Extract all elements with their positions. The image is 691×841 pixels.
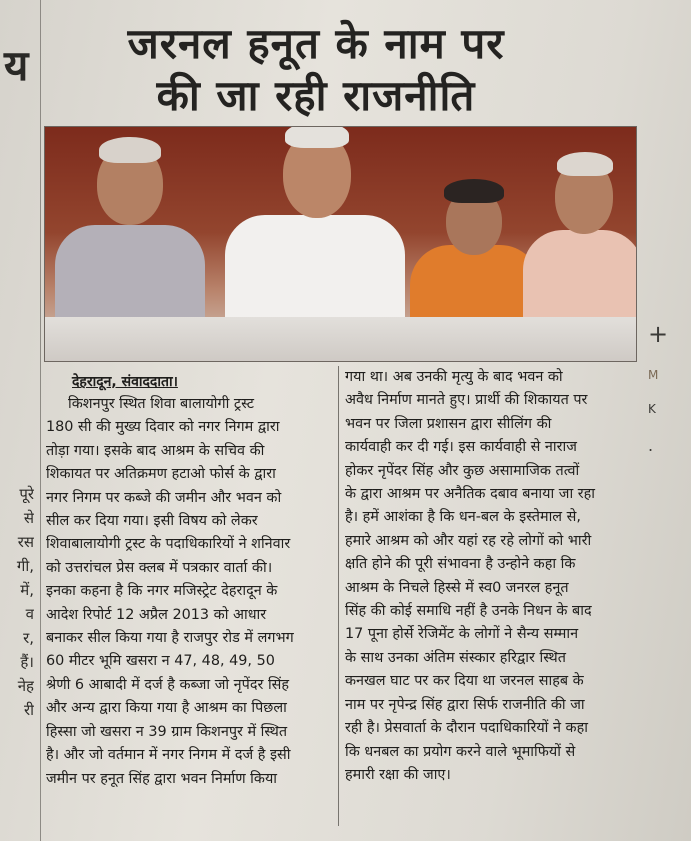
press-conference-photo <box>44 126 637 362</box>
adjacent-text-fragments <box>0 482 34 722</box>
article-column-1 <box>46 393 331 791</box>
article-column-2 <box>345 366 645 787</box>
text-line: को उत्तरांचल प्रेस क्लब में पत्रकार वार्ता की। <box>46 559 273 576</box>
text-line: बनाकर सील किया गया है राजपुर रोड में लगभग <box>46 630 294 647</box>
text-line: इनका कहना है कि नगर मजिस्ट्रेट देहरादून के <box>46 583 278 600</box>
text-line: सिंह की कोई समाधि नहीं है उनके निधन के बाद <box>345 603 592 620</box>
text-line: हमारे आश्रम को और यहां रह रहे लोगों को भारी <box>345 532 592 549</box>
text-line: कार्यवाही कर दी गई। इस कार्यवाही से नाराज <box>345 439 577 456</box>
fragment-line: व <box>25 605 34 623</box>
fragment-line: से <box>23 509 34 527</box>
text-line: 60 मीटर भूमि खसरा न 47, 48, 49, 50 <box>46 653 275 670</box>
text-line: होकर नृपेंदर सिंह और कुछ असामाजिक तत्वों <box>345 462 580 479</box>
photo-person-4 <box>523 150 637 335</box>
text-line: तोड़ा गया। इसके बाद आश्रम के सचिव की <box>46 442 265 459</box>
text-line: हिस्सा जो खसरा न 39 ग्राम किशनपुर में स्थित <box>46 723 288 740</box>
text-line: आदेश रिपोर्ट 12 अप्रैल 2013 को आधार <box>46 606 267 623</box>
adjacent-column-strip <box>0 0 41 841</box>
fragment-line: में, <box>20 581 34 599</box>
byline: देहरादून, संवाददाता। <box>72 374 178 390</box>
margin-mark: K <box>648 402 656 416</box>
photo-person-1 <box>55 135 205 335</box>
text-line: कनखल घाट पर कर दिया था जरनल साहब के <box>345 673 584 690</box>
text-line: शिवाबालायोगी ट्रस्ट के पदाधिकारियों ने शनिवार <box>46 536 291 553</box>
text-line: श्रेणी 6 आबादी में दर्ज है कब्जा जो नृपेंदर सिंह <box>46 676 290 693</box>
headline-line-2: की जा रही राजनीति <box>156 71 476 120</box>
photo-person-3 <box>410 175 540 335</box>
fragment-line: नेह <box>17 677 34 695</box>
text-line: सील कर दिया गया। इसी विषय को लेकर <box>46 513 258 530</box>
text-line: जमीन पर हनूत सिंह द्वारा भवन निर्माण किया <box>46 770 278 787</box>
text-line: के द्वारा आश्रम पर अनैतिक दबाव बनाया जा रहा <box>345 486 596 503</box>
fragment-line: रस <box>17 533 34 551</box>
text-line: और अन्य द्वारा किया गया है आश्रम का पिछला <box>46 700 287 717</box>
text-line: हमारी रक्षा की जाए। <box>345 766 451 783</box>
fragment-line: री <box>23 701 34 719</box>
photo-person-2 <box>225 126 405 335</box>
article-headline <box>56 18 576 122</box>
fragment-line: र, <box>23 629 34 647</box>
margin-mark: . <box>648 436 654 455</box>
text-line: आश्रम के निचले हिस्से में स्व0 जनरल हनूत <box>345 579 569 596</box>
margin-mark: + <box>648 320 669 348</box>
margin-mark: M <box>648 368 659 382</box>
text-line: 180 सी की मुख्य दिवार को नगर निगम द्वारा <box>46 419 280 436</box>
text-line: अवैध निर्माण मानते हुए। प्रार्थी की शिकायत पर <box>345 392 588 409</box>
adjacent-heading-fragment: य <box>4 41 29 90</box>
text-line: के साथ उनका अंतिम संस्कार हरिद्वार स्थित <box>345 649 566 666</box>
text-line: शिकायत पर अतिक्रमण हटाओ फोर्स के द्वारा <box>46 466 276 483</box>
text-line: रही है। प्रेसवार्ता के दौरान पदाधिकारियों ने कहा <box>345 720 588 737</box>
text-line: गया था। अब उनकी मृत्यु के बाद भवन को <box>345 369 563 385</box>
right-margin-marks <box>648 320 688 475</box>
column-divider <box>338 366 339 826</box>
fragment-line: पूरे <box>19 485 34 503</box>
fragment-line: हैं। <box>20 653 34 671</box>
text-line: कि धनबल का प्रयोग करने वाले भूमाफियों से <box>345 743 576 760</box>
text-line: नाम पर नृपेन्द्र सिंह द्वारा सिर्फ राजनीति की जा <box>345 696 585 713</box>
text-line: है। और जो वर्तमान में नगर निगम में दर्ज है इसी <box>46 747 291 764</box>
headline-line-1: जरनल हनूत के नाम पर <box>127 19 505 68</box>
text-line: नगर निगम पर कब्जे की जमीन और भवन को <box>46 489 282 506</box>
text-line: किशनपुर स्थित शिवा बालायोगी ट्रस्ट <box>68 396 255 412</box>
text-line: क्षति होने की पूरी संभावना है उन्होने कहा कि <box>345 556 576 573</box>
photo-table <box>45 317 636 361</box>
text-line: 17 पूना होर्से रेजिमेंट के लोगों ने सैन्य सम्मान <box>345 626 579 643</box>
fragment-line: गी, <box>16 557 34 575</box>
text-line: भवन पर जिला प्रशासन द्वारा सीलिंग की <box>345 415 552 432</box>
text-line: है। हमें आशंका है कि धन-बल के इस्तेमाल से, <box>345 509 581 526</box>
